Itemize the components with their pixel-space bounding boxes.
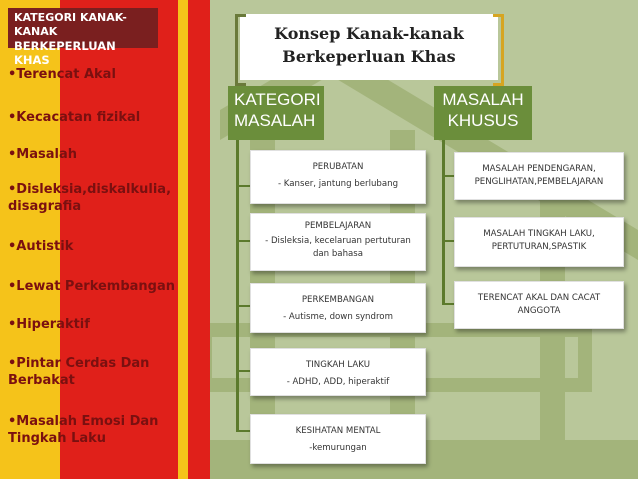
card-title: PEMBELAJARAN: [304, 221, 372, 231]
card-perubatan: [250, 150, 426, 204]
card-line1: MASALAH TINGKAH LAKU,: [483, 229, 595, 239]
card-masalah-pendengaran: [454, 152, 624, 200]
header-masalah-khusus: [434, 86, 532, 140]
connector-tick: [236, 305, 250, 307]
page-title: [240, 22, 498, 68]
card-terencat-akal: [454, 281, 624, 329]
card-line1: MASALAH PENDENGARAN,: [482, 164, 596, 174]
category-item-text: •Kecacatan fizikal: [8, 110, 141, 125]
left-title-line1: KATEGORI KANAK-KANAK: [14, 11, 127, 38]
card-title: PERKEMBANGAN: [301, 295, 375, 305]
header-line2: KHUSUS: [447, 111, 519, 130]
card-line2: PENGLIHATAN,PEMBELAJARAN: [474, 177, 604, 187]
title-line1: Konsep Kanak-kanak: [274, 24, 464, 43]
card-title: TINGKAH LAKU: [306, 360, 370, 370]
connector-tick: [442, 240, 454, 242]
category-item-text: •Disleksia,diskalkulia,: [8, 182, 172, 197]
card-title: KESIHATAN MENTAL: [295, 426, 381, 436]
left-category-panel: [0, 0, 210, 479]
right-connector-line: [442, 140, 445, 305]
category-item-text: •Lewat Perkembangan: [8, 279, 176, 294]
card-tingkah-laku: [250, 348, 426, 396]
card-line2: PERTUTURAN,SPASTIK: [491, 242, 587, 252]
card-line1: TERENCAT AKAL DAN CACAT: [477, 293, 601, 303]
category-item: [8, 316, 90, 333]
connector-tick: [236, 370, 250, 372]
category-item-text: •Autistik: [8, 239, 74, 254]
category-item: [8, 109, 140, 126]
category-item: [8, 278, 175, 295]
category-item: [8, 238, 73, 255]
category-item: [8, 355, 149, 389]
category-item: [8, 413, 158, 447]
card-desc: - ADHD, ADD, hiperaktif: [286, 377, 390, 387]
header-line1: MASALAH: [442, 90, 524, 109]
card-desc: - Autisme, down syndrom: [283, 312, 393, 322]
card-line2: ANGGOTA: [517, 306, 561, 316]
category-item: [8, 146, 77, 163]
card-kesihatan-mental: [250, 414, 426, 464]
category-item: [8, 181, 171, 215]
category-item-text: disagrafia: [8, 199, 82, 214]
connector-tick: [236, 185, 250, 187]
card-desc: - Disleksia, kecelaruan pertuturan: [265, 236, 411, 246]
category-item-text: Berbakat: [8, 373, 75, 388]
card-masalah-tingkah-laku: [454, 217, 624, 267]
category-item-text: •Masalah: [8, 147, 78, 162]
category-item: [8, 66, 116, 83]
card-perkembangan: [250, 283, 426, 333]
left-title-line2: BERKEPERLUAN KHAS: [14, 39, 116, 67]
connector-tick: [236, 430, 250, 432]
header-kategori-masalah: [228, 86, 324, 140]
category-item-text: •Pintar Cerdas Dan: [8, 356, 150, 371]
category-item-text: •Masalah Emosi Dan: [8, 414, 159, 429]
category-item-text: Tingkah Laku: [8, 431, 107, 446]
title-line2: Berkeperluan Khas: [282, 47, 456, 66]
category-item-text: •Terencat Akal: [8, 67, 116, 82]
connector-tick: [236, 240, 250, 242]
header-line1: KATEGORI: [234, 90, 321, 109]
yellow-edge-stripe: [178, 0, 188, 479]
left-connector-line: [236, 140, 239, 432]
card-desc: - Kanser, jantung berlubang: [277, 179, 399, 189]
card-desc-line2: dan bahasa: [312, 249, 364, 259]
category-item-text: •Hiperaktif: [8, 317, 90, 332]
red-edge-stripe: [188, 0, 210, 479]
header-line2: MASALAH: [234, 111, 316, 130]
card-title: PERUBATAN: [312, 162, 364, 172]
card-pembelajaran: [250, 213, 426, 271]
connector-tick: [442, 303, 454, 305]
card-desc: -kemurungan: [309, 443, 367, 453]
connector-tick: [442, 175, 454, 177]
left-panel-title: [8, 8, 158, 67]
